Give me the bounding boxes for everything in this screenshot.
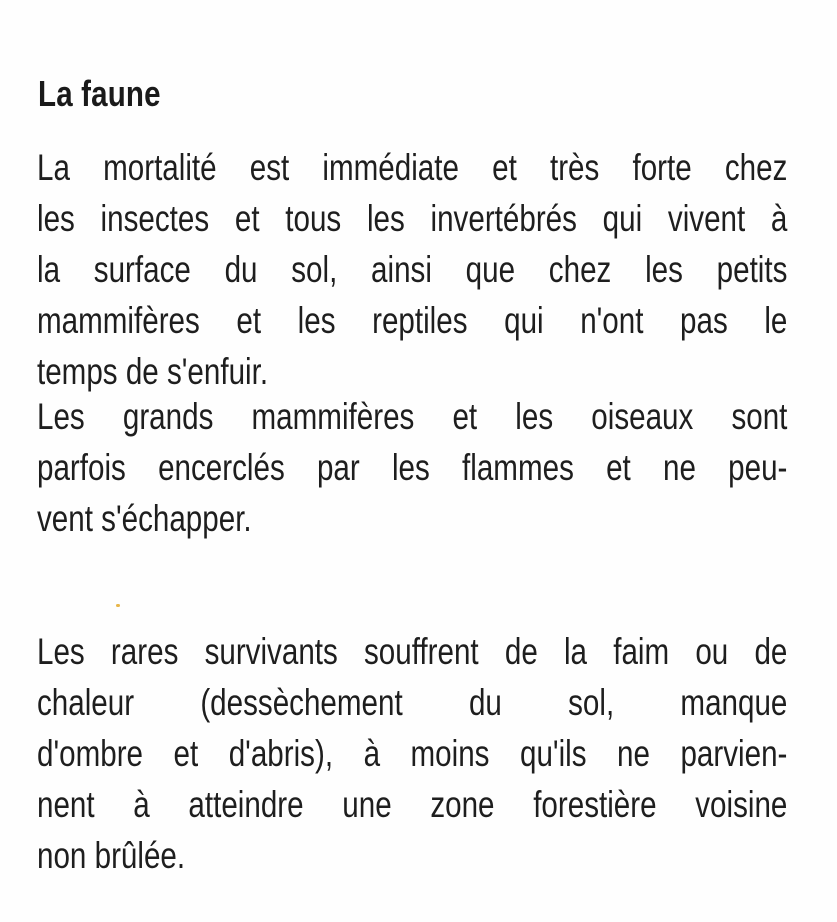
text-line: parfois encerclés par les flammes et ne peu- bbox=[37, 447, 788, 488]
text-line: Les grands mammifères et les oiseaux sont bbox=[37, 396, 788, 437]
paper-speck bbox=[116, 604, 120, 607]
text-line: d'ombre et d'abris), à moins qu'ils ne parvien- bbox=[37, 733, 788, 774]
text-line: la surface du sol, ainsi que chez les petits bbox=[37, 249, 788, 290]
text-line: vent s'échapper. bbox=[37, 498, 252, 539]
paragraph-large-animals bbox=[37, 391, 787, 544]
text-line: La mortalité est immédiate et très forte chez bbox=[37, 147, 788, 188]
paragraph-survivors bbox=[37, 626, 787, 881]
text-line: mammifères et les reptiles qui n'ont pas le bbox=[37, 300, 788, 341]
paragraph-mortality bbox=[37, 142, 787, 397]
text-line: temps de s'enfuir. bbox=[37, 351, 269, 392]
text-line: les insectes et tous les invertébrés qui vivent à bbox=[37, 198, 788, 239]
text-line: chaleur (dessèchement du sol, manque bbox=[37, 682, 788, 723]
text-line: Les rares survivants souffrent de la faim ou de bbox=[37, 631, 788, 672]
text-line: non brûlée. bbox=[37, 835, 186, 876]
text-line: nent à atteindre une zone forestière voisine bbox=[37, 784, 788, 825]
section-title: La faune bbox=[38, 73, 161, 114]
